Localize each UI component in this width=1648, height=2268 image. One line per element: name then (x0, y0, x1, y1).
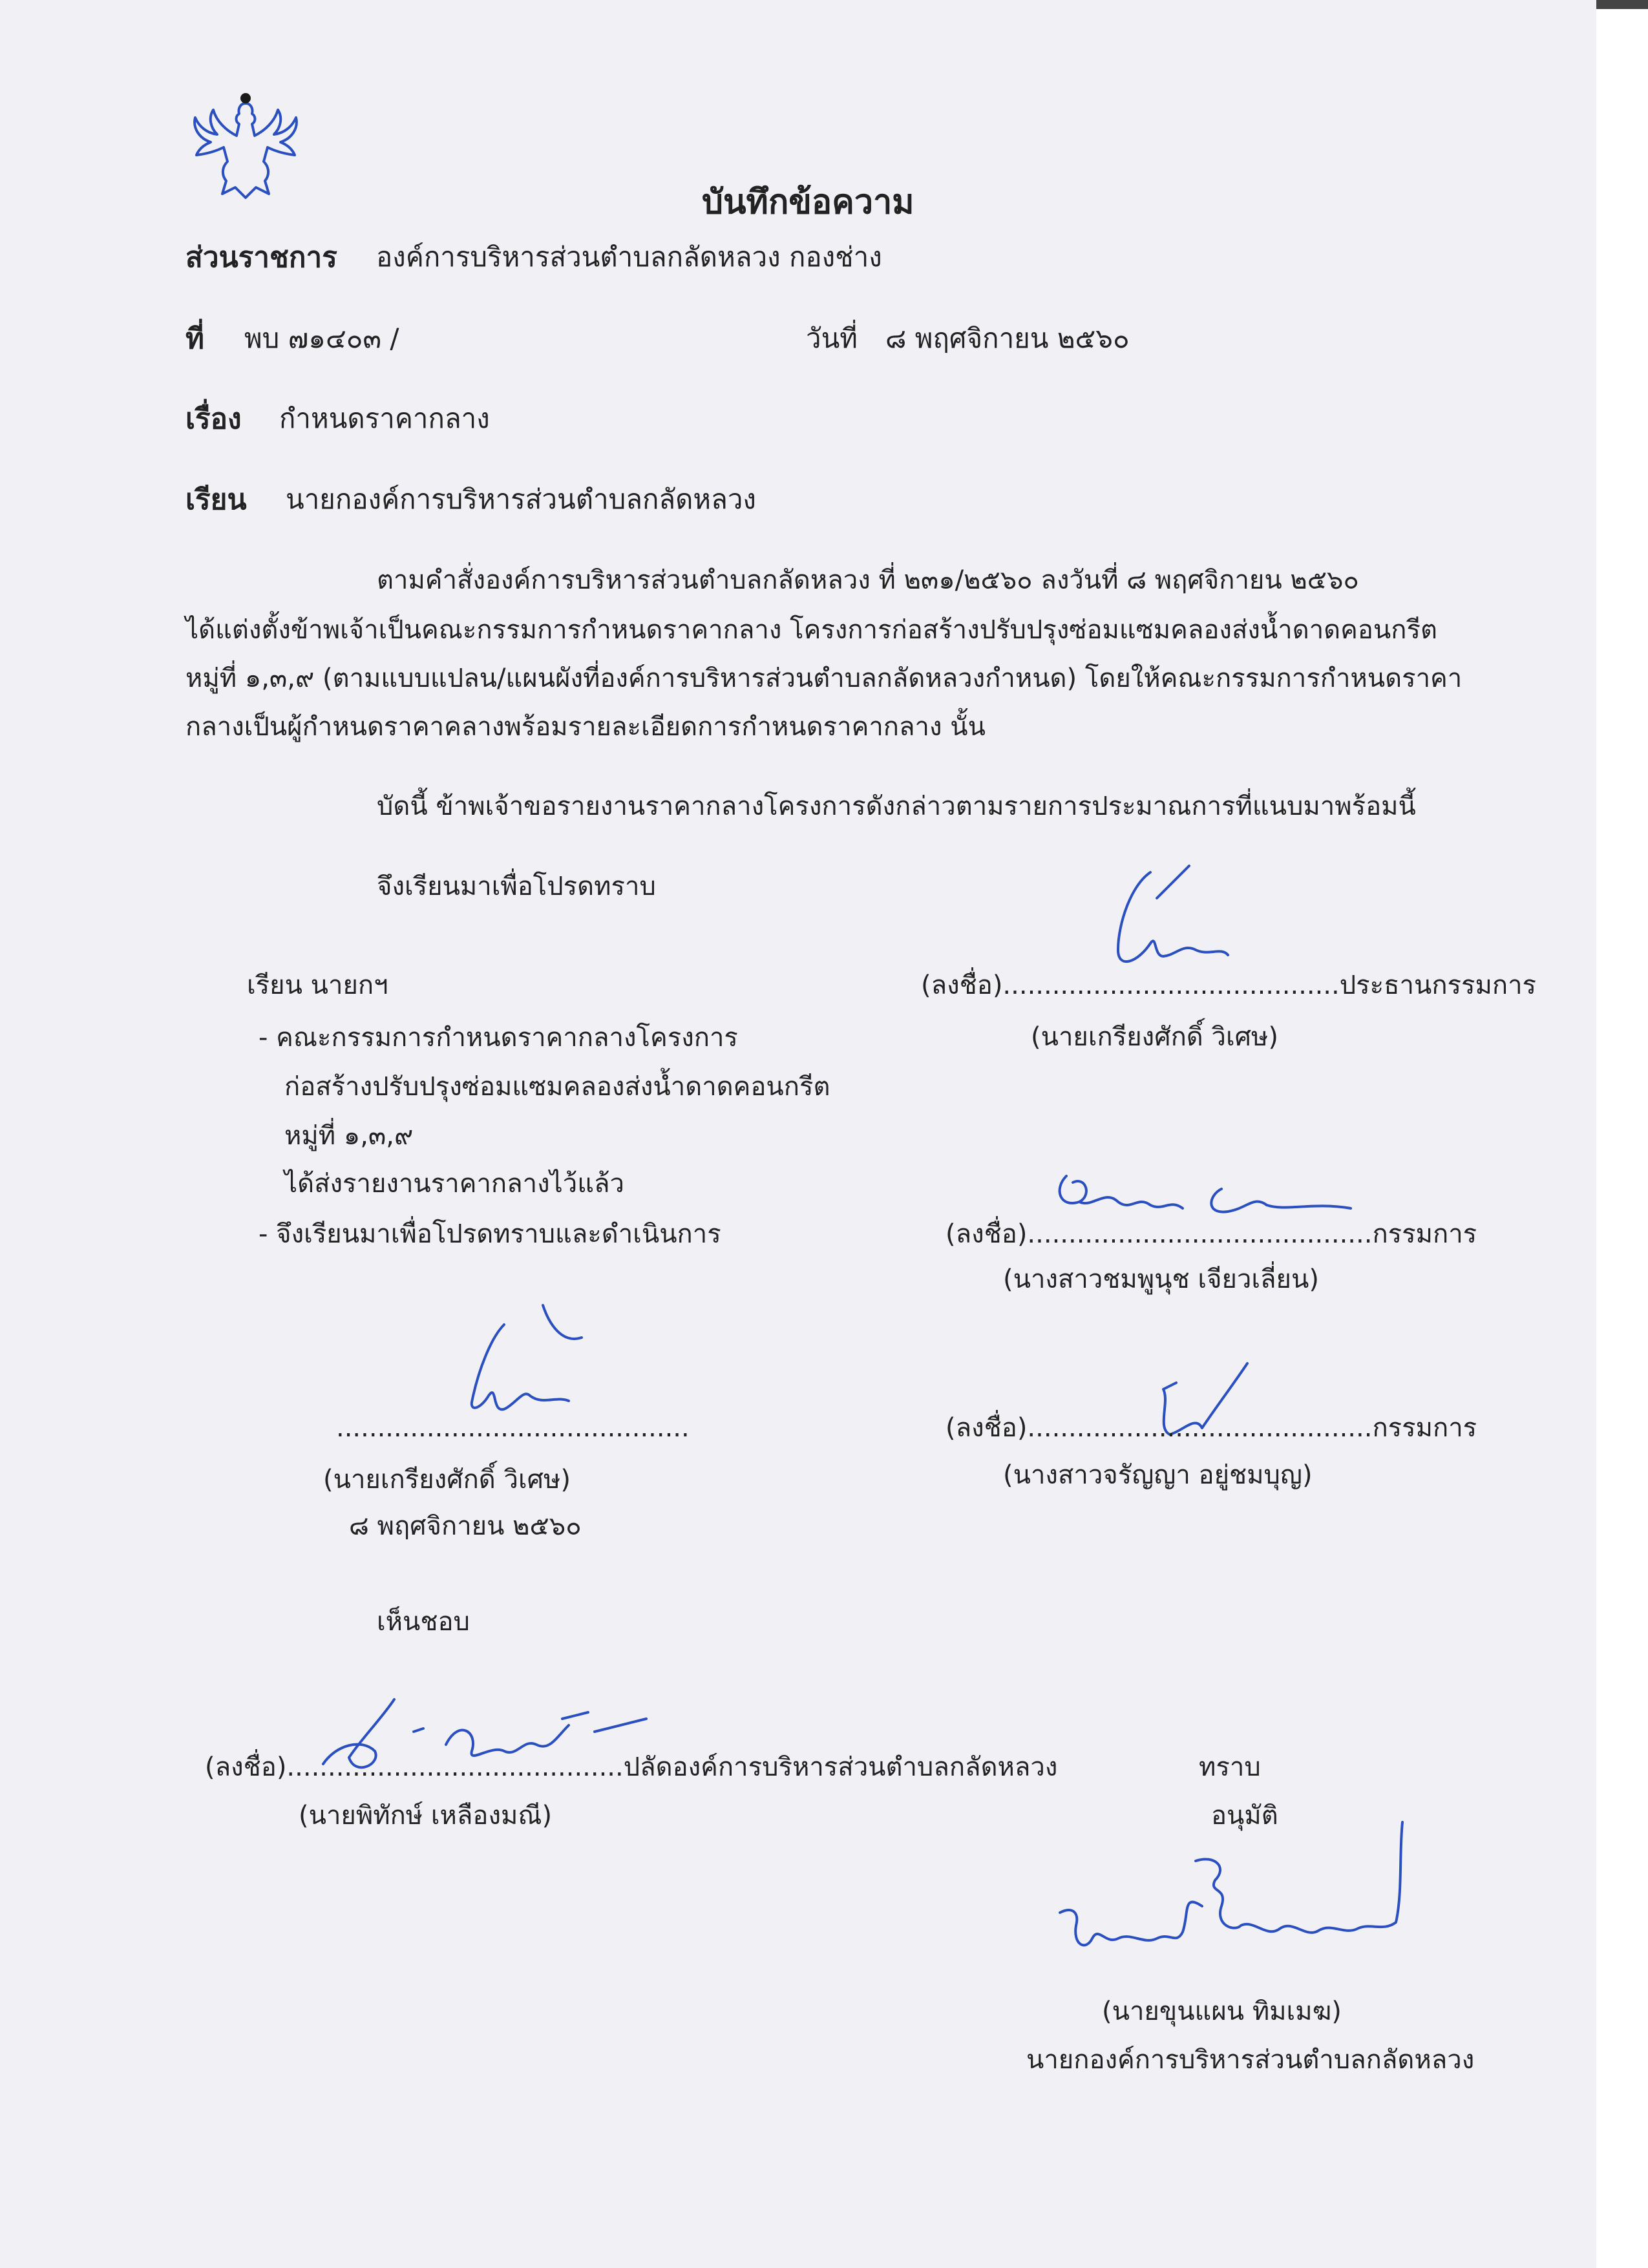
note-sign-date: ๘ พฤศจิกายน ๒๕๖๐ (349, 1511, 582, 1541)
note-line: หมู่ที่ ๑,๓,๙ (284, 1121, 414, 1151)
note-sign-dots: ........................................... (336, 1413, 690, 1443)
department-value: องค์การบริหารส่วนตำบลกลัดหลวง กองช่าง (376, 241, 882, 273)
body-line: ได้แต่งตั้งข้าพเจ้าเป็นคณะกรรมการกำหนดราคากลาง โครงการก่อสร้างปรับปรุงซ่อมแซมคลองส่งน้ำดาดคอนกรีต (185, 615, 1437, 645)
ack-label: ทราบ (1199, 1752, 1261, 1782)
deputy-line: (ลงชื่อ).........................................ปลัดองค์การบริหารส่วนตำบลกลัดหลวง (205, 1752, 1058, 1782)
note-line: - จึงเรียนมาเพื่อโปรดทราบและดำเนินการ (259, 1219, 721, 1249)
body-line: กลางเป็นผู้กำหนดราคาคลางพร้อมรายละเอียดการกำหนดราคากลาง นั้น (185, 712, 986, 742)
page-title: บันทึกข้อความ (702, 183, 914, 222)
body-paragraph-2: บัดนี้ ข้าพเจ้าขอรายงานราคากลางโครงการดังกล่าวตามรายการประมาณการที่แนบมาพร้อมนี้ (377, 792, 1416, 821)
note-sign-name: (นายเกรียงศักดิ์ วิเศษ) (323, 1465, 571, 1495)
scan-edge (1596, 0, 1648, 2268)
agree-label: เห็นชอบ (377, 1607, 470, 1637)
ref-label: ที่ (185, 322, 205, 355)
note-line: - คณะกรรมการกำหนดราคากลางโครงการ (259, 1023, 738, 1053)
approve-label: อนุมัติ (1211, 1801, 1278, 1831)
body-closing: จึงเรียนมาเพื่อโปรดทราบ (377, 872, 656, 901)
scan-top-edge (1596, 0, 1648, 9)
committee-name: (นางสาวจรัญญา อยู่ชมบุญ) (1003, 1460, 1313, 1490)
committee-name: (นายเกรียงศักดิ์ วิเศษ) (1031, 1022, 1278, 1052)
signature (1047, 1816, 1448, 1984)
deputy-name: (นายพิทักษ์ เหลืองมณี) (299, 1801, 553, 1831)
to-value: นายกองค์การบริหารส่วนตำบลกลัดหลวง (286, 483, 756, 515)
body-line: หมู่ที่ ๑,๓,๙ (ตามแบบแปลน/แผนผังที่องค์การบริหารส่วนตำบลกลัดหลวงกำหนด) โดยให้คณะกรรมการกำหนดราคา (185, 664, 1463, 693)
committee-name: (นางสาวชมพูนุช เจียวเลี่ยน) (1003, 1265, 1319, 1294)
garuda-emblem (181, 90, 310, 207)
signature (452, 1299, 607, 1428)
mayor-name: (นายขุนแผน ทิมเมฆ) (1102, 1997, 1342, 2026)
body-line: ตามคำสั่งองค์การบริหารส่วนตำบลกลัดหลวง ที่ ๒๓๑/๒๕๖๐ ลงวันที่ ๘ พฤศจิกายน ๒๕๖๐ (377, 565, 1359, 595)
date-value: ๘ พฤศจิกายน ๒๕๖๐ (885, 322, 1130, 354)
committee-line: (ลงชื่อ)..........................................กรรมการ (945, 1413, 1477, 1443)
signature (1092, 859, 1241, 976)
department-label: ส่วนราชการ (185, 241, 337, 274)
committee-line: (ลงชื่อ)..........................................กรรมการ (945, 1219, 1477, 1249)
subject-label: เรื่อง (185, 403, 242, 436)
subject-value: กำหนดราคากลาง (279, 403, 490, 434)
note-header: เรียน นายกฯ (247, 971, 388, 1000)
mayor-title: นายกองค์การบริหารส่วนตำบลกลัดหลวง (1026, 2045, 1475, 2075)
committee-line: (ลงชื่อ).........................................ประธานกรรมการ (921, 971, 1537, 1000)
ref-value: พบ ๗๑๔๐๓ / (244, 322, 399, 354)
note-line: ก่อสร้างปรับปรุงซ่อมแซมคลองส่งน้ำดาดคอนกรีต (284, 1072, 830, 1102)
date-label: วันที่ (806, 322, 858, 354)
note-line: ได้ส่งรายงานราคากลางไว้แล้ว (284, 1169, 624, 1199)
to-label: เรียน (185, 483, 247, 516)
